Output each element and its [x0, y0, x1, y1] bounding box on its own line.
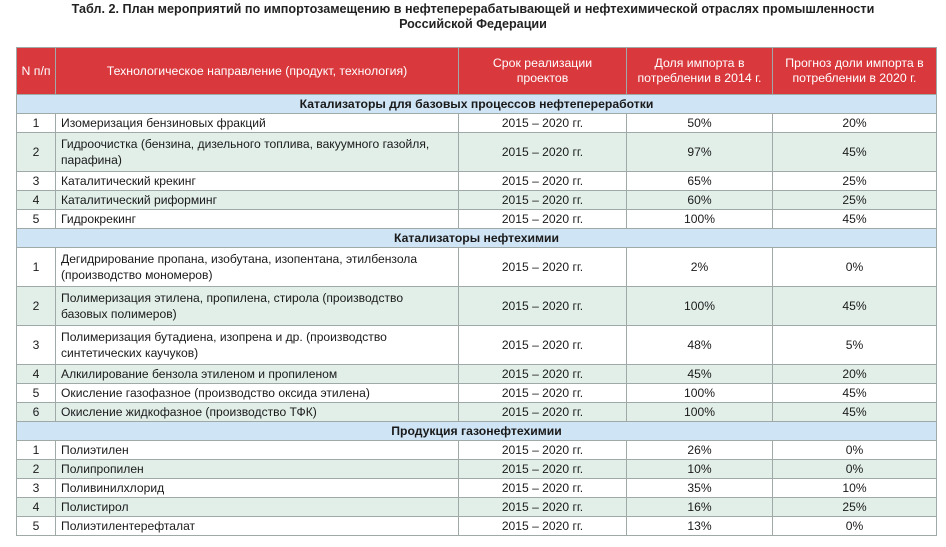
header-share: [627, 48, 773, 95]
row-import-forecast-2020: 0%: [773, 441, 937, 460]
row-period: 2015 – 2020 гг.: [459, 172, 627, 191]
row-import-share-2014: 16%: [627, 498, 773, 517]
table-row: [17, 479, 937, 498]
table-row: [17, 248, 937, 287]
row-number: 1: [17, 114, 56, 133]
row-import-share-2014: 10%: [627, 460, 773, 479]
row-import-forecast-2020: 45%: [773, 287, 937, 326]
row-technology: [56, 210, 459, 229]
technology-line-1: Полипропилен: [61, 462, 144, 476]
section-row: [17, 95, 937, 114]
row-import-forecast-2020: 20%: [773, 365, 937, 384]
row-number: 2: [17, 287, 56, 326]
technology-line-2: синтетических каучуков): [61, 346, 199, 360]
table-row: [17, 403, 937, 422]
technology-line-1: Полиэтилен: [61, 443, 129, 457]
table-row: [17, 114, 937, 133]
technology-line-1: Гидроочистка (бензина, дизельного топлива, вакуумного газойля,: [61, 137, 430, 151]
row-import-share-2014: 48%: [627, 326, 773, 365]
row-import-share-2014: 26%: [627, 441, 773, 460]
row-period: 2015 – 2020 гг.: [459, 365, 627, 384]
row-period: 2015 – 2020 гг.: [459, 210, 627, 229]
row-number: 3: [17, 479, 56, 498]
row-import-forecast-2020: 45%: [773, 210, 937, 229]
table-row: [17, 133, 937, 172]
table-row: [17, 326, 937, 365]
row-import-forecast-2020: 45%: [773, 133, 937, 172]
row-technology: [56, 460, 459, 479]
row-technology: [56, 191, 459, 210]
caption-line-2: Российской Федерации: [399, 17, 547, 31]
header-forecast-line-2: потреблении в 2020 г.: [792, 71, 917, 85]
technology-line-1: Поливинилхлорид: [61, 481, 165, 495]
technology-line-1: Полимеризация бутадиена, изопрена и др. (производство: [61, 330, 387, 344]
row-period: 2015 – 2020 гг.: [459, 384, 627, 403]
row-import-forecast-2020: 45%: [773, 403, 937, 422]
row-import-share-2014: 60%: [627, 191, 773, 210]
table-row: [17, 191, 937, 210]
technology-line-1: Каталитический крекинг: [61, 174, 196, 188]
table-row: [17, 498, 937, 517]
table-row: [17, 365, 937, 384]
row-technology: [56, 498, 459, 517]
technology-line-1: Полимеризация этилена, пропилена, стирола (производство: [61, 291, 404, 305]
row-period: 2015 – 2020 гг.: [459, 441, 627, 460]
header-tech: Технологическое направление (продукт, технология): [56, 48, 459, 95]
header-period: [459, 48, 627, 95]
row-technology: [56, 403, 459, 422]
row-import-forecast-2020: 5%: [773, 326, 937, 365]
row-import-forecast-2020: 0%: [773, 248, 937, 287]
technology-line-1: Каталитический риформинг: [61, 193, 218, 207]
technology-line-1: Окисление газофазное (производство оксида этилена): [61, 386, 370, 400]
section-title: Катализаторы нефтехимии: [17, 229, 937, 248]
row-technology: [56, 172, 459, 191]
section-row: [17, 229, 937, 248]
row-number: 2: [17, 133, 56, 172]
section-row: [17, 422, 937, 441]
row-number: 5: [17, 384, 56, 403]
header-share-line-1: Доля импорта в: [654, 56, 745, 70]
row-import-share-2014: 100%: [627, 403, 773, 422]
table-row: [17, 460, 937, 479]
header-period-line-2: проектов: [516, 71, 569, 85]
header-row: [17, 48, 937, 95]
header-num: N п/п: [17, 48, 56, 95]
table-row: [17, 441, 937, 460]
row-import-share-2014: 13%: [627, 517, 773, 536]
row-period: 2015 – 2020 гг.: [459, 114, 627, 133]
row-period: 2015 – 2020 гг.: [459, 460, 627, 479]
row-technology: [56, 441, 459, 460]
row-import-share-2014: 35%: [627, 479, 773, 498]
technology-line-1: Изомеризация бензиновых фракций: [61, 116, 266, 130]
technology-line-1: Полиэтилентерефталат: [61, 519, 196, 533]
row-technology: [56, 248, 459, 287]
header-share-line-2: потреблении в 2014 г.: [637, 71, 762, 85]
row-technology: [56, 114, 459, 133]
row-import-share-2014: 2%: [627, 248, 773, 287]
technology-line-2: парафина): [61, 153, 122, 167]
technology-line-1: Полистирол: [61, 500, 129, 514]
row-import-forecast-2020: 0%: [773, 460, 937, 479]
row-number: 2: [17, 460, 56, 479]
row-import-share-2014: 65%: [627, 172, 773, 191]
row-technology: [56, 326, 459, 365]
row-number: 1: [17, 441, 56, 460]
technology-line-2: (производство мономеров): [61, 268, 213, 282]
row-number: 4: [17, 191, 56, 210]
row-number: 4: [17, 498, 56, 517]
row-period: 2015 – 2020 гг.: [459, 517, 627, 536]
row-number: 3: [17, 172, 56, 191]
header-period-line-1: Срок реализации: [492, 56, 593, 70]
row-import-share-2014: 50%: [627, 114, 773, 133]
technology-line-1: Гидрокрекинг: [61, 212, 137, 226]
row-import-forecast-2020: 0%: [773, 517, 937, 536]
row-technology: [56, 365, 459, 384]
row-import-forecast-2020: 10%: [773, 479, 937, 498]
table-row: [17, 172, 937, 191]
row-import-share-2014: 100%: [627, 384, 773, 403]
row-technology: [56, 384, 459, 403]
row-import-share-2014: 45%: [627, 365, 773, 384]
row-technology: [56, 479, 459, 498]
section-title: Продукция газонефтехимии: [17, 422, 937, 441]
table-row: [17, 210, 937, 229]
row-period: 2015 – 2020 гг.: [459, 479, 627, 498]
table-row: [17, 287, 937, 326]
row-number: 1: [17, 248, 56, 287]
row-import-forecast-2020: 25%: [773, 172, 937, 191]
header-forecast-line-1: Прогноз доли импорта в: [785, 56, 924, 70]
technology-line-1: Окисление жидкофазное (производство ТФК): [61, 405, 317, 419]
technology-line-1: Дегидрирование пропана, изобутана, изопентана, этилбензола: [61, 252, 418, 266]
table-row: [17, 517, 937, 536]
row-import-forecast-2020: 20%: [773, 114, 937, 133]
row-import-forecast-2020: 25%: [773, 498, 937, 517]
row-import-share-2014: 100%: [627, 287, 773, 326]
row-period: 2015 – 2020 гг.: [459, 403, 627, 422]
row-technology: [56, 517, 459, 536]
section-title: Катализаторы для базовых процессов нефтепереработки: [17, 95, 937, 114]
row-period: 2015 – 2020 гг.: [459, 133, 627, 172]
import-substitution-table: [16, 47, 937, 536]
row-import-forecast-2020: 25%: [773, 191, 937, 210]
table-row: [17, 384, 937, 403]
row-number: 4: [17, 365, 56, 384]
row-number: 6: [17, 403, 56, 422]
row-import-share-2014: 100%: [627, 210, 773, 229]
row-period: 2015 – 2020 гг.: [459, 498, 627, 517]
caption-line-1: Табл. 2. План мероприятий по импортозамещению в нефтеперерабатывающей и нефтехимической отраслях промышленности: [71, 2, 875, 16]
row-number: 5: [17, 517, 56, 536]
technology-line-1: Алкилирование бензола этиленом и пропиленом: [61, 367, 338, 381]
row-number: 5: [17, 210, 56, 229]
table-body: [17, 95, 937, 536]
row-period: 2015 – 2020 гг.: [459, 326, 627, 365]
row-technology: [56, 133, 459, 172]
row-period: 2015 – 2020 гг.: [459, 287, 627, 326]
row-period: 2015 – 2020 гг.: [459, 191, 627, 210]
row-number: 3: [17, 326, 56, 365]
table-caption: [14, 2, 932, 32]
header-forecast: [773, 48, 937, 95]
technology-line-2: базовых полимеров): [61, 307, 177, 321]
row-technology: [56, 287, 459, 326]
row-import-forecast-2020: 45%: [773, 384, 937, 403]
row-period: 2015 – 2020 гг.: [459, 248, 627, 287]
row-import-share-2014: 97%: [627, 133, 773, 172]
